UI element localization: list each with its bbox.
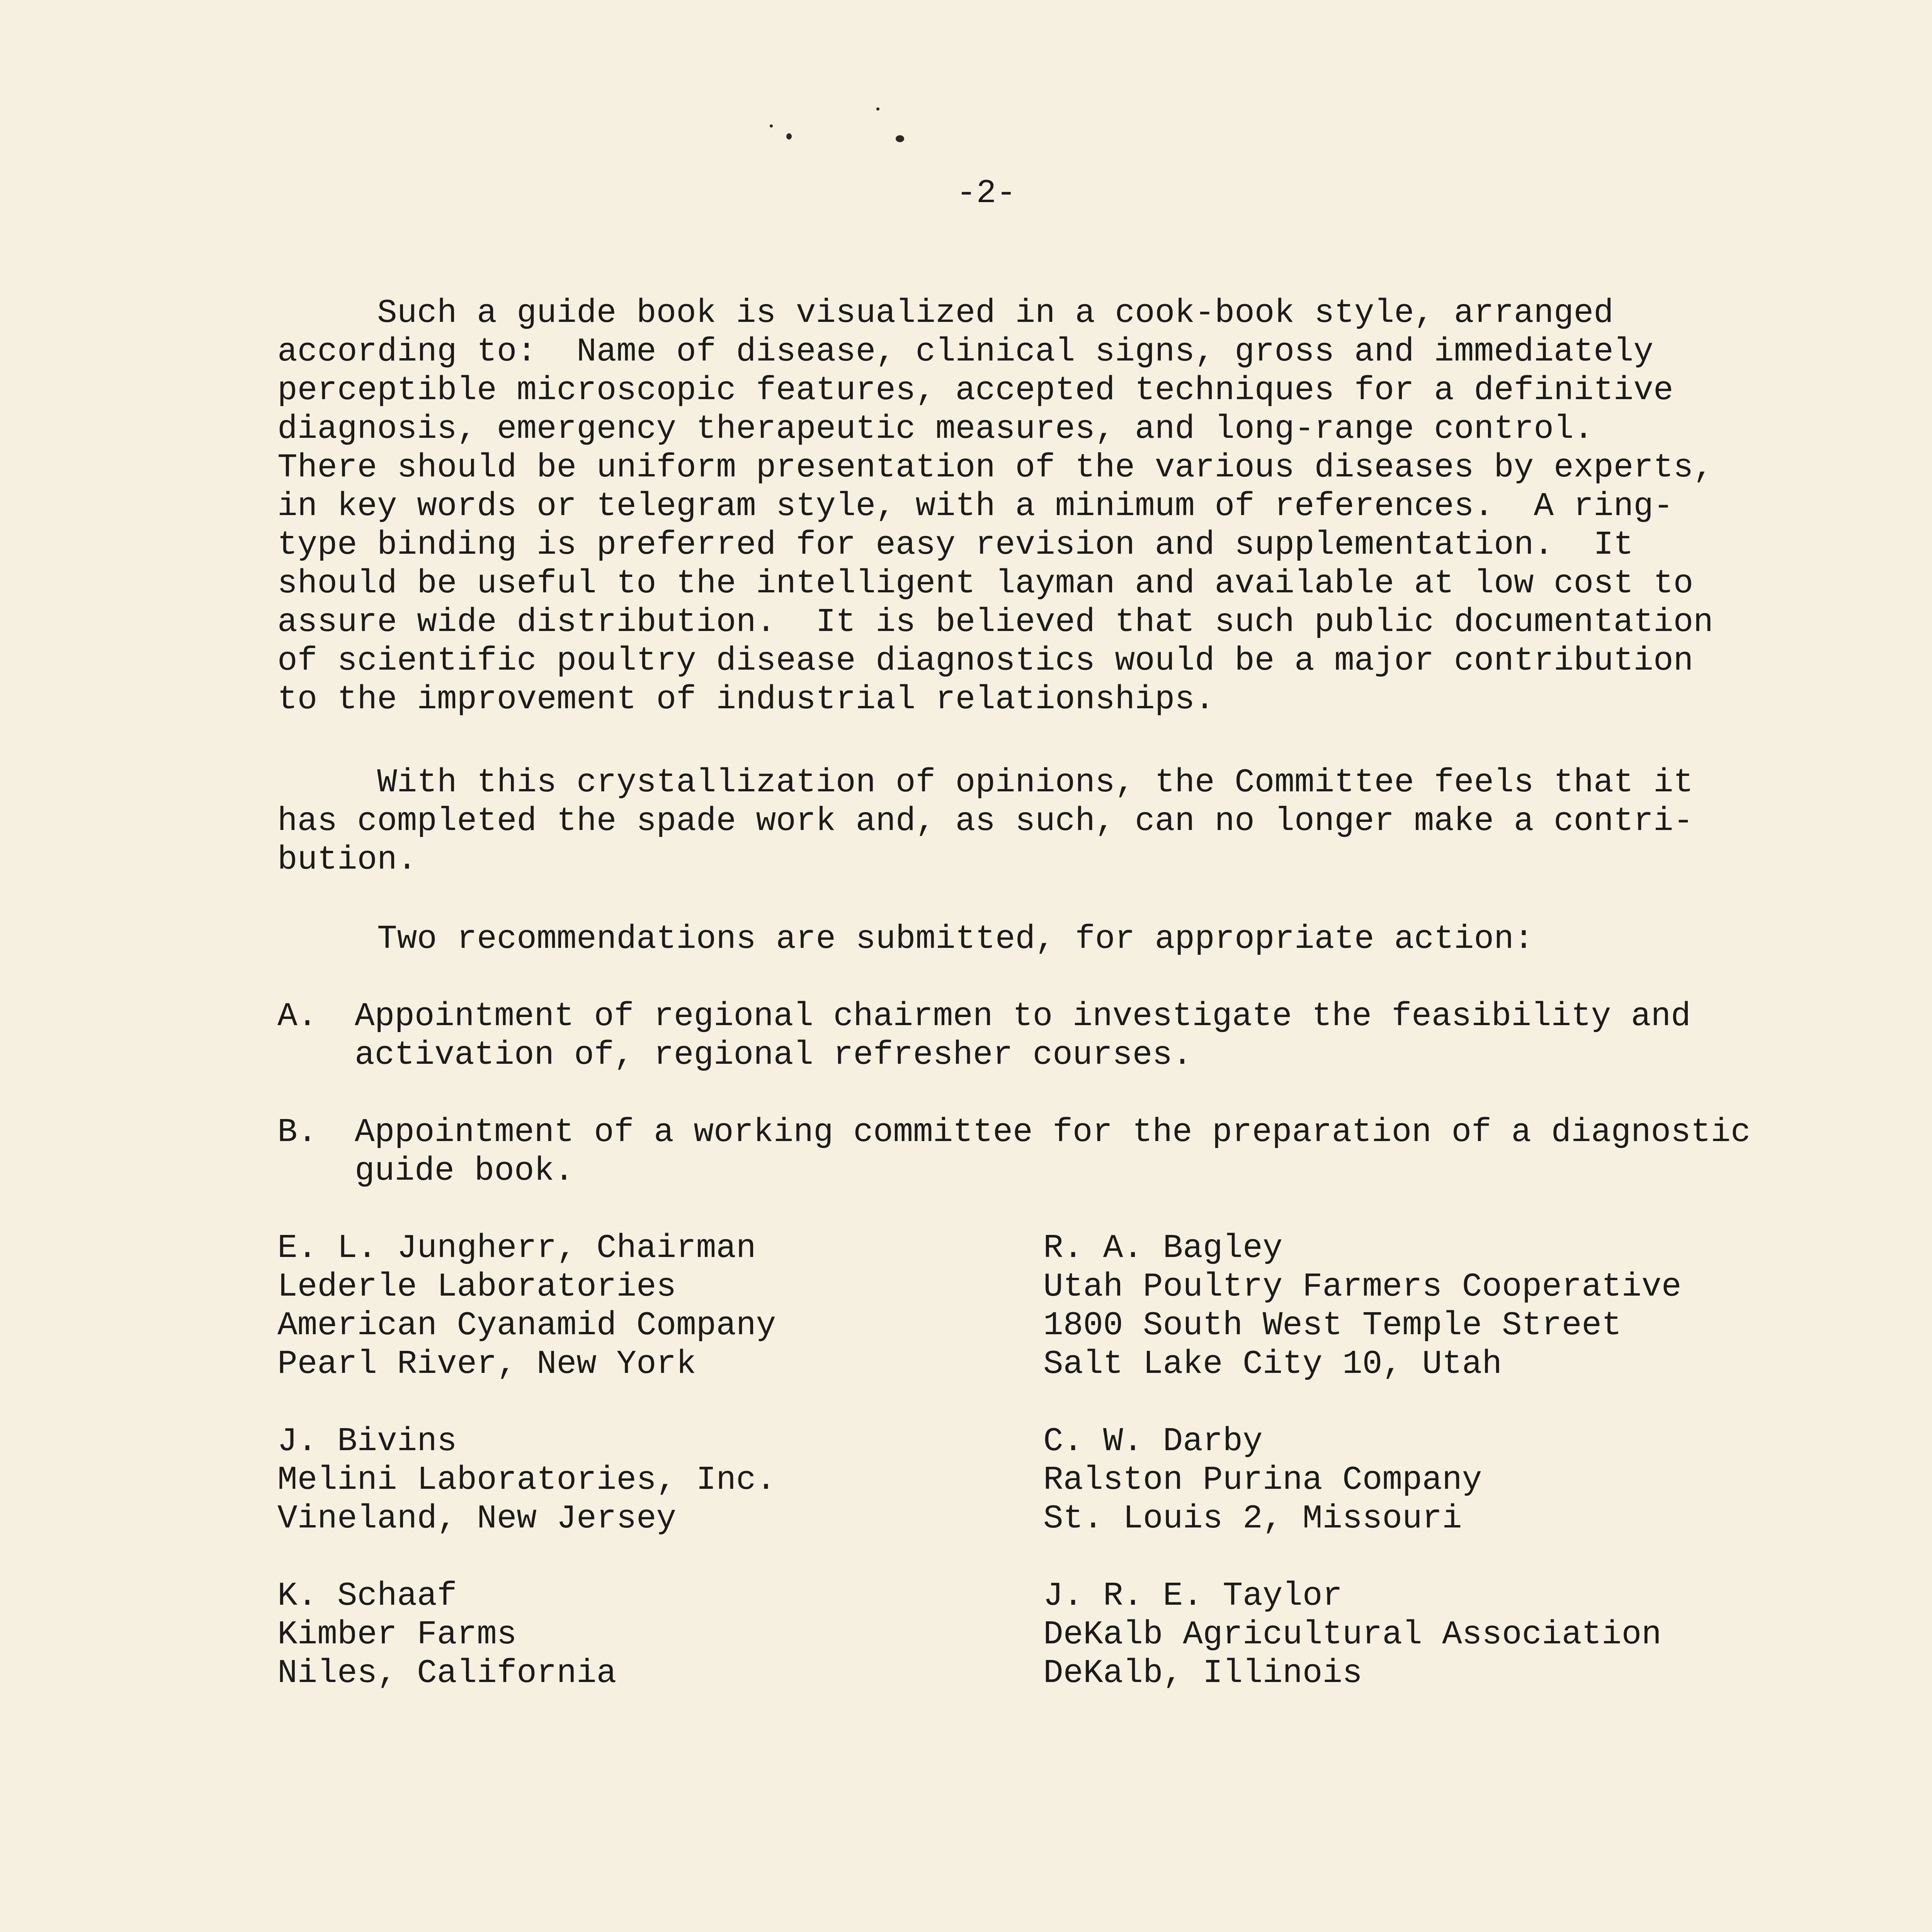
paragraph-line: in key words or telegram style, with a minimum of references. A ring- xyxy=(277,487,1673,525)
signatory-line: American Cyanamid Company xyxy=(277,1306,776,1344)
recommendation-letter: B. xyxy=(277,1113,318,1151)
signatory-bivins xyxy=(277,1422,776,1538)
recommendation-line: activation of, regional refresher courses. xyxy=(355,1036,1192,1074)
paragraph-line: according to: Name of disease, clinical signs, gross and immediately xyxy=(277,333,1653,371)
signatory-line: Pearl River, New York xyxy=(277,1345,696,1383)
signatory-line: K. Schaaf xyxy=(277,1577,457,1615)
signatory-line: J. R. E. Taylor xyxy=(1043,1577,1343,1615)
recommendation-line: Appointment of a working committee for the preparation of a diagnostic xyxy=(355,1113,1751,1151)
recommendation-line: Appointment of regional chairmen to investigate the feasibility and xyxy=(355,997,1691,1035)
signatory-line: E. L. Jungherr, Chairman xyxy=(277,1229,756,1267)
signatory-line: Vineland, New Jersey xyxy=(277,1500,677,1537)
signatory-line: Niles, California xyxy=(277,1654,617,1692)
signatory-line: St. Louis 2, Missouri xyxy=(1043,1500,1462,1537)
signatory-schaaf xyxy=(277,1577,616,1692)
signatory-line: Lederle Laboratories xyxy=(277,1268,677,1306)
paragraph-committee xyxy=(277,763,1693,879)
signatory-line: DeKalb Agricultural Association xyxy=(1043,1616,1662,1653)
signatory-bagley xyxy=(1043,1229,1681,1383)
paper-speck xyxy=(770,124,773,128)
signatory-line: Ralston Purina Company xyxy=(1043,1461,1482,1499)
paragraph-line: Two recommendations are submitted, for appropriate action: xyxy=(277,920,1534,958)
signatory-line: Melini Laboratories, Inc. xyxy=(277,1461,776,1499)
signatory-line: Salt Lake City 10, Utah xyxy=(1043,1345,1502,1383)
page-number: -2- xyxy=(956,174,1016,212)
signatory-line: 1800 South West Temple Street xyxy=(1043,1306,1622,1344)
signatory-line: DeKalb, Illinois xyxy=(1043,1654,1362,1692)
paper-speck xyxy=(786,133,792,139)
paragraph-line: type binding is preferred for easy revision and supplementation. It xyxy=(277,526,1634,564)
paragraph-line: With this crystallization of opinions, the Committee feels that it xyxy=(277,764,1694,801)
paragraph-line: Such a guide book is visualized in a cook-book style, arranged xyxy=(277,294,1614,332)
recommendation-line: guide book. xyxy=(355,1152,574,1190)
signatory-darby xyxy=(1043,1422,1482,1538)
paragraph-line: of scientific poultry disease diagnostics would be a major contribution xyxy=(277,642,1694,680)
signatory-line: C. W. Darby xyxy=(1043,1422,1263,1460)
paragraph-line: There should be uniform presentation of the various diseases by experts, xyxy=(277,449,1713,486)
paragraph-line: assure wide distribution. It is believed that such public documentation xyxy=(277,603,1713,641)
signatory-line: Utah Poultry Farmers Cooperative xyxy=(1043,1268,1682,1306)
paragraph-guide-book xyxy=(277,294,1713,719)
recommendation-b xyxy=(355,1113,1751,1190)
paper-speck xyxy=(896,135,904,142)
recommendation-a xyxy=(355,997,1691,1074)
paper-speck xyxy=(876,107,879,111)
paragraph-line: to the improvement of industrial relationships. xyxy=(277,680,1215,718)
signatory-line: Kimber Farms xyxy=(277,1616,517,1653)
paragraph-line: diagnosis, emergency therapeutic measures, and long-range control. xyxy=(277,410,1594,448)
signatory-line: R. A. Bagley xyxy=(1043,1229,1283,1267)
signatory-taylor xyxy=(1043,1577,1662,1692)
signatory-jungherr xyxy=(277,1229,776,1383)
paragraph-recommendations-intro xyxy=(277,920,1534,958)
paragraph-line: has completed the spade work and, as such, can no longer make a contri- xyxy=(277,802,1694,840)
paragraph-line: perceptible microscopic features, accepted techniques for a definitive xyxy=(277,371,1673,409)
paragraph-line: bution. xyxy=(277,841,417,879)
recommendation-letter: A. xyxy=(277,997,318,1035)
signatory-line: J. Bivins xyxy=(277,1422,457,1460)
paragraph-line: should be useful to the intelligent layman and available at low cost to xyxy=(277,565,1694,602)
